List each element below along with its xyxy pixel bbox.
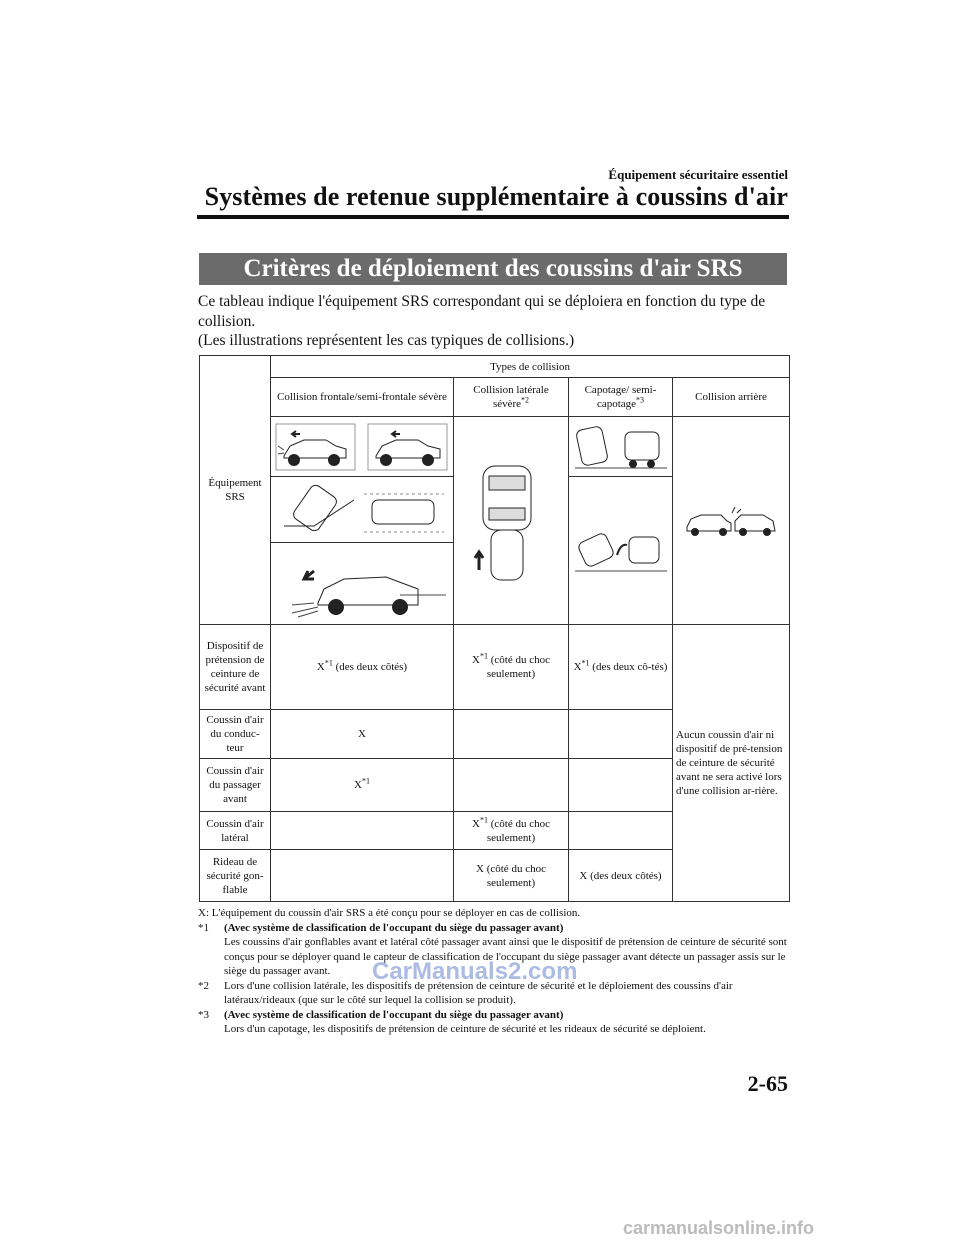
rear-collision-note: Aucun coussin d'air ni dispositif de pré-tension de ceinture de sécurité avant ne sera activé lors d'une collision ar-rière. (673, 625, 790, 902)
header-title: Systèmes de retenue supplémentaire à coussins d'air (204, 182, 788, 211)
col-rear: Collision arrière (673, 378, 790, 417)
passenger-frontal: $X^{*1}$ (271, 759, 454, 812)
curtain-lateral: X (côté du choc seulement) (454, 850, 569, 902)
passenger-lateral (454, 759, 569, 812)
footnote-2: *2 Lors d'une collision latérale, les dispositifs de prétension de ceinture de sécurité et le déploiement des coussins d'air latéraux/rideaux (que sur le côté sur lequel la collision se produit). (198, 979, 733, 1006)
pretensioner-frontal: $X^{*1}$ (des deux côtés) (271, 625, 454, 710)
passenger-rollover (569, 759, 673, 812)
frontal-illustration-2 (271, 477, 454, 543)
side-rollover (569, 812, 673, 850)
footnote-1: *1 (Avec système de classification de l'occupant du siège du passager avant) Les coussins d'air gonflables avant et latéral côté passager avant ainsi que le dispositif de prétension de ceinture de sécurité sont conçus pour se déployer quand le capteur de classification de l'occupant du siège passager avant détecte un passager assis sur le siège du passager avant. (198, 921, 787, 977)
rollover-illustration-2 (569, 477, 673, 625)
x-note: X: L'équipement du coussin d'air SRS a été conçu pour se déployer en cas de collision. (198, 907, 581, 919)
row-passenger-label: Coussin d'air du passager avant (200, 759, 271, 812)
rear-collision-icon (681, 501, 781, 541)
lateral-illustration (454, 417, 569, 625)
col-lateral: Collision latérale sévère$^{*2}$ (454, 378, 569, 417)
frontal-illustration-1 (271, 417, 454, 477)
side-lateral: $X^{*1}$ (côté du choc seulement) (454, 812, 569, 850)
curtain-frontal (271, 850, 454, 902)
semi-rollover-icon (571, 521, 671, 581)
curtain-rollover: X (des deux côtés) (569, 850, 673, 902)
rollover-icon (571, 420, 671, 474)
rear-illustration (673, 417, 790, 625)
equipment-header: Équipement SRS (200, 356, 271, 625)
header-rule (197, 215, 789, 219)
driver-lateral (454, 710, 569, 759)
frontal-collision-icon (274, 420, 450, 474)
pretensioner-lateral: $X^{*1}$ (côté du choc seulement) (454, 625, 569, 710)
header-section: Équipement sécuritaire essentiel (608, 167, 788, 182)
driver-rollover (569, 710, 673, 759)
pretensioner-rollover: $X^{*1}$ (des deux cô-tés) (569, 625, 673, 710)
frontal-impact-wall-icon (274, 549, 450, 619)
page-number: 2-65 (747, 1071, 788, 1096)
row-side-label: Coussin d'air latéral (200, 812, 271, 850)
side-frontal (271, 812, 454, 850)
footnote-3: *3 (Avec système de classification de l'occupant du siège du passager avant) Lors d'un capotage, les dispositifs de prétension de ceinture de sécurité et les rideaux de sécurité se déploient. (198, 1008, 706, 1035)
watermark: CarManuals2.com (372, 958, 578, 985)
row-curtain-label: Rideau de sécurité gon-flable (200, 850, 271, 902)
row-pretensioner-label: Dispositif de prétension de ceinture de sécurité avant (200, 625, 271, 710)
intro-line-2: (Les illustrations représentent les cas typiques de collisions.) (198, 332, 575, 349)
intro-line-1: Ce tableau indique l'équipement SRS correspondant qui se déploiera en fonction du type de collision. (198, 293, 766, 330)
srs-criteria-table (199, 355, 790, 902)
col-rollover: Capotage/ semi-capotage$^{*3}$ (569, 378, 673, 417)
intro-text (198, 292, 790, 351)
driver-frontal: X (271, 710, 454, 759)
rollover-illustration-1 (569, 417, 673, 477)
semi-frontal-collision-icon (274, 480, 450, 540)
types-header: Types de collision (271, 356, 790, 378)
section-banner: Critères de déploiement des coussins d'air SRS (199, 253, 787, 285)
side-collision-icon (457, 446, 565, 596)
row-driver-label: Coussin d'air du conduc-teur (200, 710, 271, 759)
col-frontal: Collision frontale/semi-frontale sévère (271, 378, 454, 417)
footer-url[interactable]: carmanualsonline.info (622, 1218, 814, 1238)
frontal-illustration-3 (271, 543, 454, 625)
